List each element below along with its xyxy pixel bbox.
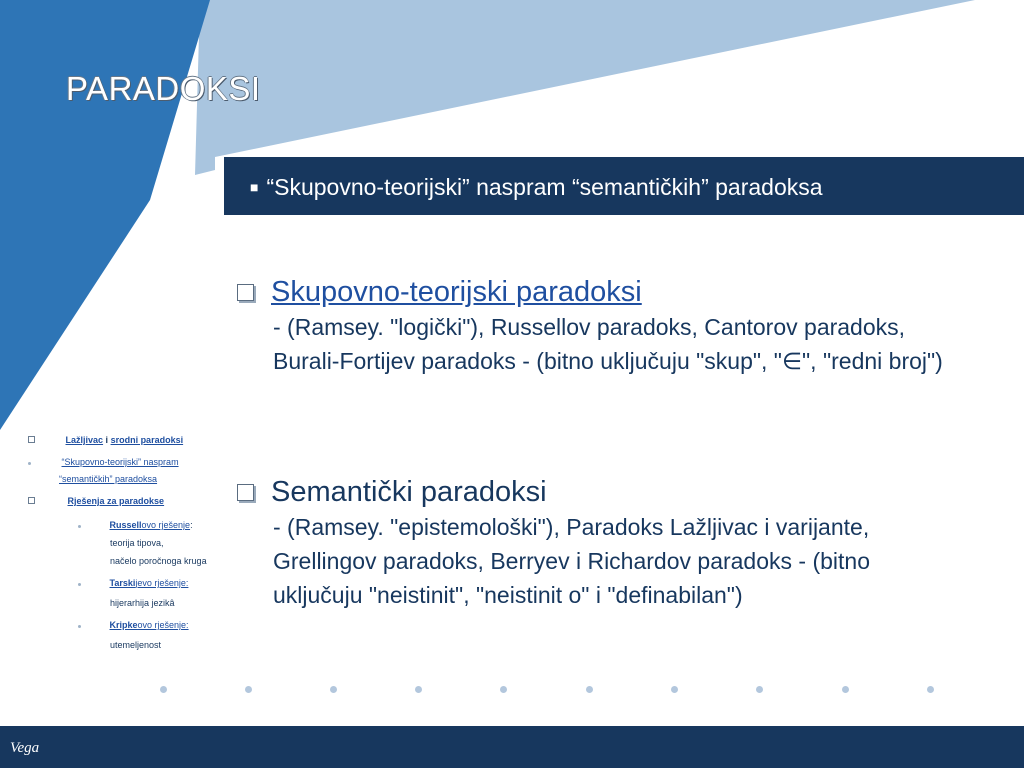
section-semantic <box>237 474 957 612</box>
dot-icon <box>78 625 81 628</box>
dot-icon <box>927 686 934 693</box>
dot-icon <box>671 686 678 693</box>
hollow-square-icon <box>237 284 254 301</box>
decorative-dot-row <box>0 686 1024 700</box>
toc-sub-tarski-line2: hijerarhija jezikâ <box>110 598 175 608</box>
toc-link-solutions[interactable]: Rješenja za paradokse <box>67 496 165 506</box>
toc-sub-kripke[interactable]: Kripkeovo rješenje: <box>78 620 189 630</box>
banner-text: “Skupovno-teorijski” naspram “semantičkih” paradoksa <box>266 174 823 200</box>
filled-square-icon: ■ <box>250 179 259 195</box>
light-blue-panel <box>195 0 975 175</box>
toc-sub-russell-line2: teorija tipova, <box>110 538 164 548</box>
toc-link-liar[interactable]: Lažljivac <box>65 435 104 445</box>
toc-item-solutions[interactable] <box>28 496 164 506</box>
dot-icon <box>842 686 849 693</box>
section-set-theoretic <box>237 274 957 378</box>
toc-item-current-line2: “semantičkih” paradoksa <box>59 474 158 484</box>
toc-item-liar[interactable]: Lažljivac i srodni paradoksi <box>28 435 183 445</box>
set-theoretic-description: - (Ramsey. "logički"), Russellov paradoks, Cantorov paradoks, Burali-Fortijev paradoks - (bitno uključuju "skup", "∈", "redni broj") <box>273 314 943 374</box>
toc-sub-tarski[interactable]: Tarskijevo rješenje: <box>78 578 188 588</box>
toc-sub-russell-line3: načelo poročnoga kruga <box>110 556 207 566</box>
subtitle-banner <box>224 157 1024 215</box>
semantic-heading: Semantički paradoksi <box>271 476 547 508</box>
hollow-square-icon <box>28 497 35 504</box>
set-theoretic-heading-link[interactable]: Skupovno-teorijski paradoksi <box>271 276 642 308</box>
dot-icon <box>78 583 81 586</box>
toc-item-current[interactable]: “Skupovno-teorijski” naspram <box>28 457 179 467</box>
dot-icon <box>330 686 337 693</box>
toc-sub-kripke-line2: utemeljenost <box>110 640 162 650</box>
toc-sub-russell[interactable]: Russellovo rješenje: <box>78 520 193 530</box>
hollow-square-icon <box>237 484 254 501</box>
footer-bar <box>0 726 1024 768</box>
hollow-square-icon <box>28 436 35 443</box>
semantic-description: - (Ramsey. "epistemološki"), Paradoks Lažljivac i varijante, Grellingov paradoks, Berryev i Richardov paradoks - (bitno uključuju "neistinit", "neistinit o" i "definabilan") <box>273 514 870 608</box>
dot-icon <box>415 686 422 693</box>
toc-link-related[interactable]: srodni paradoksi <box>110 435 184 445</box>
dot-icon <box>586 686 593 693</box>
footer-text: Vega <box>10 740 40 756</box>
dot-icon <box>160 686 167 693</box>
dot-icon <box>28 462 31 465</box>
dot-icon <box>78 525 81 528</box>
dot-icon <box>756 686 763 693</box>
dot-icon <box>245 686 252 693</box>
slide-title: PARADOKSI <box>66 70 261 107</box>
dark-blue-panel <box>0 0 210 430</box>
dot-icon <box>500 686 507 693</box>
